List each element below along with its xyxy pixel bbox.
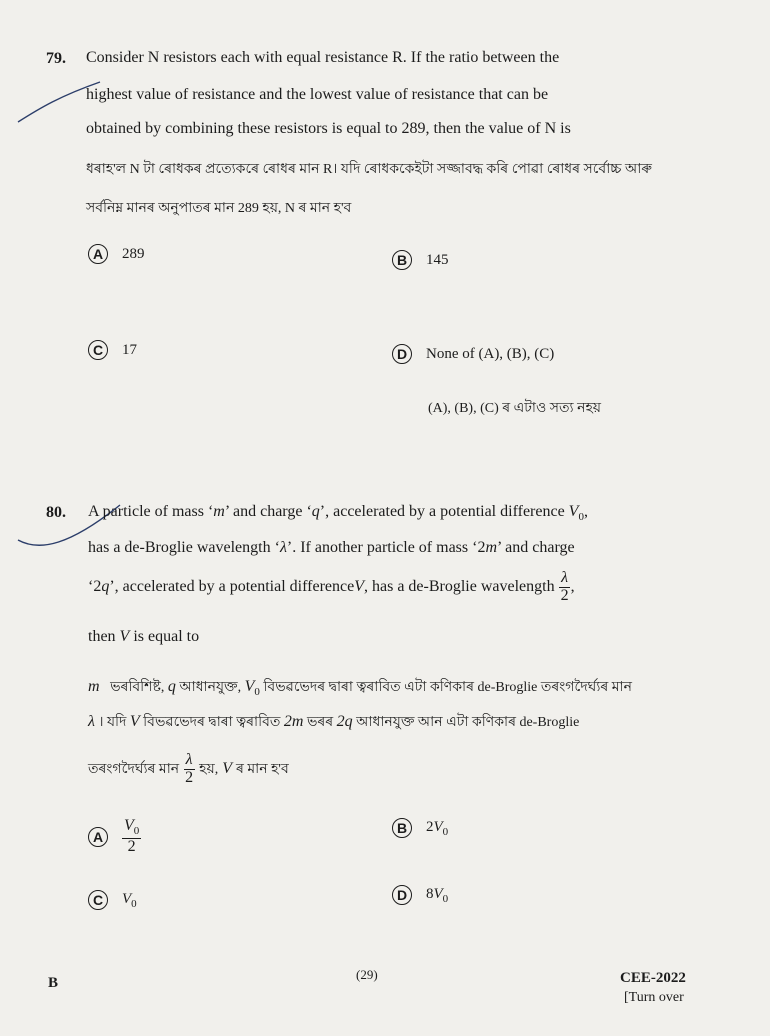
question-text-line: A particle of mass ‘m’ and charge ‘q’, accelerated by a potential difference $V_0$, <box>88 503 588 524</box>
option-b[interactable]: B $2V_0$ <box>392 818 448 838</box>
option-letter: D <box>392 344 412 364</box>
question-text-line: obtained by combining these resistors is equal to 289, then the value of N is <box>86 120 571 137</box>
fraction-lambda-over-2: $\frac{\lambda}{2}$ <box>560 569 569 604</box>
option-a[interactable] <box>88 818 141 856</box>
question-number: 80. <box>46 504 66 521</box>
option-letter: C <box>88 340 108 360</box>
option-text: 17 <box>122 341 137 358</box>
booklet-series: B <box>48 975 59 991</box>
assamese-text-line: ধৰাহ'ল N টা ৰোধকৰ প্ৰত্যেকৰে ৰোধৰ মান R। যদি ৰোধককেইটা সজ্জাবদ্ধ কৰি পোৱা ৰোধৰ সৰ্বোচ্চ আৰু <box>86 162 652 177</box>
option-d-assamese: (A), (B), (C) ৰ এটাও সত্য নহয় <box>428 401 602 416</box>
assamese-text-line: সৰ্বনিম্ন মানৰ অনুপাতৰ মান 289 হয়, N ৰ মান হ'ব <box>86 201 352 216</box>
option-d[interactable] <box>392 344 554 364</box>
question-text-line: ‘2 q ’, accelerated by a potential difference V , has a de-Broglie wavelength $\frac{\lambda}{2}$ , <box>88 569 575 604</box>
question-text-line: has a de-Broglie wavelength ‘λ’. If another particle of mass ‘2m’ and charge <box>88 539 575 556</box>
option-a[interactable] <box>88 244 145 264</box>
exam-code: CEE-2022 <box>620 970 686 986</box>
question-text-line: then V is equal to <box>88 628 200 645</box>
option-text: 289 <box>122 245 145 262</box>
option-text: None of (A), (B), (C) <box>426 345 555 362</box>
option-letter: D <box>392 885 412 905</box>
question-number: 79. <box>46 50 66 67</box>
turn-over-note: [Turn over <box>624 990 684 1005</box>
option-c[interactable] <box>88 340 137 360</box>
option-c[interactable]: C $V_0$ <box>88 890 137 910</box>
option-fraction: $\frac{V_0}{2}$ <box>124 817 140 855</box>
option-letter: A <box>88 827 108 847</box>
option-letter: C <box>88 890 108 910</box>
question-text-line: highest value of resistance and the lowest value of resistance that can be <box>86 86 549 103</box>
option-b[interactable] <box>392 250 449 270</box>
option-d[interactable]: D $8V_0$ <box>392 885 448 905</box>
option-letter: A <box>88 244 108 264</box>
page-number: (29) <box>356 967 378 982</box>
assamese-text-line: λ । যদি V বিভৱভেদৰ দ্বাৰা ত্বৰাবিত 2m ভৰৰ 2q আধানযুক্ত আন এটা কণিকাৰ de-Broglie <box>88 713 580 730</box>
assamese-text-line: m ভৰবিশিষ্ট, q আধানযুক্ত, $V_0$ বিভৱভেদৰ দ্বাৰা ত্বৰাবিত এটা কণিকাৰ de-Broglie তৰংগদৈৰ্ঘ্যৰ মান <box>88 678 632 698</box>
assamese-text-line: তৰংগদৈৰ্ঘ্যৰ মান $\frac{\lambda}{2}$ হয়, V ৰ মান হ'ব <box>88 751 289 786</box>
option-text: 145 <box>426 251 449 268</box>
option-letter: B <box>392 818 412 838</box>
option-letter: B <box>392 250 412 270</box>
question-text-line: Consider N resistors each with equal resistance R. If the ratio between the <box>86 49 560 66</box>
